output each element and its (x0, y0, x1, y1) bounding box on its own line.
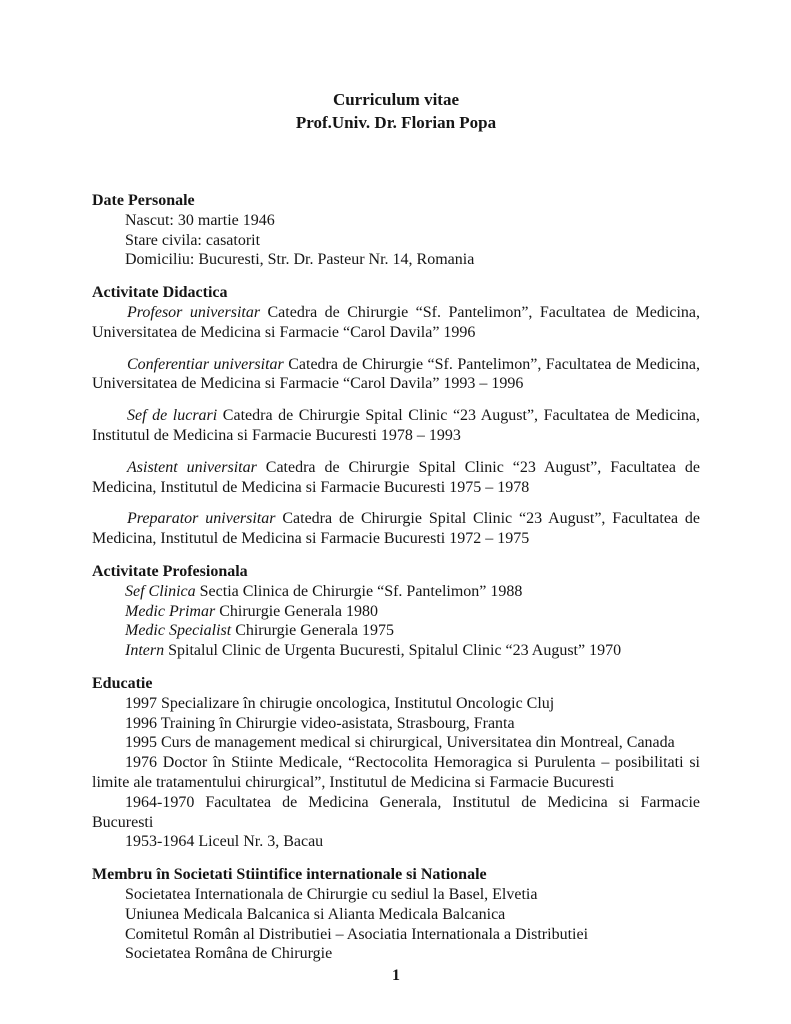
teaching-entry-sef-de-lucrari (92, 406, 700, 446)
document-subtitle: Prof.Univ. Dr. Florian Popa (295, 113, 497, 132)
personal-line-domiciliu: Domiciliu: Bucuresti, Str. Dr. Pasteur Nr. 14, Romania (125, 251, 475, 269)
membership-line: Societatea Româna de Chirurgie (125, 945, 333, 963)
professional-entry-text: Spitalul Clinic de Urgenta Bucuresti, Spitalul Clinic “23 August” 1970 (164, 642, 622, 660)
education-entry-1953-1964: 1953-1964 Liceul Nr. 3, Bacau (125, 833, 324, 851)
teaching-entry-profesor (92, 303, 700, 343)
section-date-personale (92, 191, 700, 270)
section-heading-activitate-profesionala: Activitate Profesionala (92, 562, 248, 580)
teaching-entry-text: Catedra de Chirurgie Spital Clinic “23 August”, Facultatea de Medicina, Institutul de Medicina si Farmacie Bucuresti 1975 – 1978 (92, 458, 700, 496)
teaching-entry-text: Catedra de Chirurgie “Sf. Pantelimon”, Facultatea de Medicina, Universitatea de Medicina si Farmacie “Carol Davila” 1993 – 1996 (92, 355, 700, 393)
teaching-entry-title: Profesor universitar (127, 303, 261, 321)
section-educatie (92, 674, 700, 852)
personal-line-nascut: Nascut: 30 martie 1946 (125, 211, 275, 229)
education-entry-1964-1970: 1964-1970 Facultatea de Medicina Generala, Institutul de Medicina si Farmacie Bucuresti (92, 793, 700, 831)
section-heading-date-personale: Date Personale (92, 192, 195, 209)
professional-entry-text: Chirurgie Generala 1980 (215, 602, 378, 620)
professional-entry-medic-primar (92, 602, 700, 622)
teaching-entry-conferentiar (92, 355, 700, 395)
section-heading-educatie: Educatie (92, 674, 153, 692)
teaching-entry-title: Asistent universitar (127, 458, 257, 476)
professional-entry-title: Intern (125, 642, 165, 660)
education-entry-1997: 1997 Specializare în chirugie oncologica, Institutul Oncologic Cluj (125, 694, 555, 712)
teaching-entry-text: Catedra de Chirurgie Spital Clinic “23 August”, Facultatea de Medicina, Institutul de Medicina si Farmacie Bucuresti 1972 – 1975 (92, 510, 701, 548)
professional-entry-text: Chirurgie Generala 1975 (231, 622, 394, 640)
teaching-entry-text: Catedra de Chirurgie “Sf. Pantelimon”, Facultatea de Medicina, Universitatea de Medicina si Farmacie “Carol Davila” 1996 (92, 303, 700, 341)
membership-line: Societatea Internationala de Chirurgie cu sediul la Basel, Elvetia (125, 885, 538, 903)
teaching-entry-text: Catedra de Chirurgie Spital Clinic “23 August”, Facultatea de Medicina, Institutul de Medicina si Farmacie Bucuresti 1978 – 1993 (92, 407, 701, 444)
teaching-entry-title: Preparator universitar (127, 510, 276, 528)
section-activitate-didactica (92, 283, 700, 549)
membership-line: Comitetul Român al Distributiei – Asociatia Internationala a Distributiei (125, 925, 589, 943)
section-heading-activitate-didactica: Activitate Didactica (92, 284, 228, 302)
teaching-entry-title: Sef de lucrari (127, 407, 218, 425)
education-entry-1976: 1976 Doctor în Stiinte Medicale, “Rectocolita Hemoragica si Purulenta – posibilitati si limite ale tratamentului chirurgical”, Institutul de Medicina si Farmacie Bucuresti (92, 754, 700, 791)
section-activitate-profesionala (92, 562, 700, 661)
education-entry-1995: 1995 Curs de management medical si chirurgical, Universitatea din Montreal, Canada (125, 734, 675, 752)
professional-entry-text: Sectia Clinica de Chirurgie “Sf. Pantelimon” 1988 (195, 582, 523, 600)
professional-entry-medic-specialist (92, 621, 700, 641)
professional-entry-title: Sef Clinica (125, 582, 196, 600)
teaching-entry-title: Conferentiar universitar (127, 355, 284, 373)
professional-entry-intern (92, 641, 700, 661)
professional-entry-sef-clinica (92, 582, 700, 602)
section-membru-societati (92, 865, 700, 964)
section-heading-membru-societati: Membru în Societati Stiintifice internationale si Nationale (92, 866, 487, 884)
professional-entry-title: Medic Primar (125, 602, 216, 620)
document-title: Curriculum vitae (332, 90, 460, 109)
teaching-entry-asistent (92, 458, 700, 498)
professional-entry-title: Medic Specialist (125, 622, 232, 640)
membership-line: Uniunea Medicala Balcanica si Alianta Medicala Balcanica (125, 905, 506, 923)
education-entry-1996: 1996 Training în Chirurgie video-asistata, Strasbourg, Franta (125, 714, 515, 732)
page-number: 1 (392, 967, 400, 985)
teaching-entry-preparator (92, 509, 700, 549)
personal-line-stare-civila: Stare civila: casatorit (125, 231, 261, 249)
